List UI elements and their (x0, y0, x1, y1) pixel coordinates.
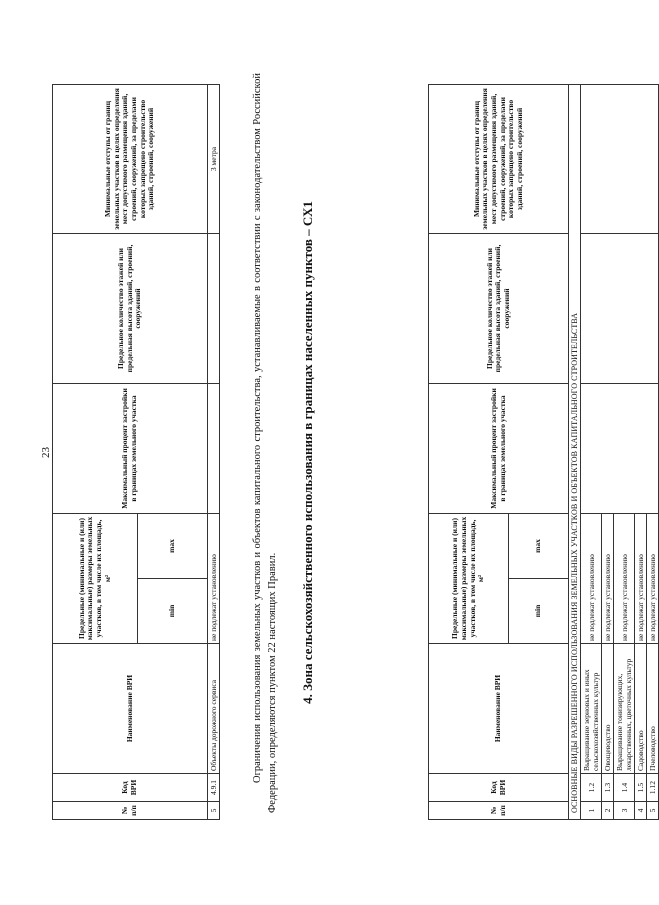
cell-setback: 3 метра (208, 84, 220, 233)
cell-area: не подлежат установлению (208, 513, 220, 643)
cell-code: 1.2 (581, 774, 602, 802)
table-row (581, 84, 602, 819)
cell-name: Овощеводство (602, 644, 614, 774)
cell-area: не подлежат установлению (614, 513, 635, 643)
header-code: Код ВРИ (53, 774, 208, 802)
cell-name: Выращивание тонизирующих, лекарственных, цветочных культур (614, 644, 635, 774)
header-area: Предельные (минимальные и (или) максимальные) размеры земельных участков, в том числе их площадь, м² (53, 513, 138, 643)
header-percent: Максимальный процент застройки в границах земельного участка (429, 383, 569, 513)
header-area: Предельные (минимальные и (или) максимальные) размеры земельных участков, в том числе их площадь, м² (429, 513, 509, 643)
header-setback: Минимальные отступы от границ земельных участков в целях определения мест допустимого размещения зданий, строений, сооружений, за пределами которых запрещено строительство зданий, строений, сооружений (429, 84, 569, 233)
header-max: max (138, 513, 208, 578)
header-floors: Предельное количество этажей или предельная высота зданий, строений, сооружений (429, 233, 569, 383)
cell-name: Пчеловодство (647, 644, 659, 774)
cell-code: 1.5 (635, 774, 647, 802)
header-code: Код ВРИ (429, 774, 569, 802)
cell-num: 5 (647, 802, 659, 820)
cell-floors (208, 233, 220, 383)
cell-code: 1.3 (602, 774, 614, 802)
cell-setback (581, 84, 659, 233)
table-zone-sx1 (428, 84, 659, 820)
cell-num: 1 (581, 802, 602, 820)
cell-name: Выращивание зерновых и иных сельскохозяйственных культур (581, 644, 602, 774)
cell-percent (208, 383, 220, 513)
table-row (208, 84, 220, 819)
header-min: min (138, 579, 208, 644)
page-number: 23 (40, 447, 52, 458)
header-name: Наименование ВРИ (53, 644, 208, 774)
cell-area: не подлежат установлению (647, 513, 659, 643)
cell-num: 2 (602, 802, 614, 820)
cell-code: 1.12 (647, 774, 659, 802)
cell-percent (581, 383, 659, 513)
cell-area: не подлежат установлению (602, 513, 614, 643)
header-num: № п/п (53, 802, 208, 820)
cell-floors (581, 233, 659, 383)
cell-num: 5 (208, 802, 220, 820)
cell-name: Объекты дорожного сервиса (208, 644, 220, 774)
cell-area: не подлежат установлению (581, 513, 602, 643)
table-zone-previous (52, 84, 220, 820)
cell-name: Садоводство (635, 644, 647, 774)
header-max: max (509, 513, 569, 578)
cell-code: 1.4 (614, 774, 635, 802)
header-floors: Предельное количество этажей или предельная высота зданий, строений, сооружений (53, 233, 208, 383)
header-num: № п/п (429, 802, 569, 820)
header-name: Наименование ВРИ (429, 644, 569, 774)
cell-num: 3 (614, 802, 635, 820)
zone-title: 4. Зона сельскохозяйственного использования в границах населенных пунктов – СХ1 (300, 201, 315, 704)
header-setback: Минимальные отступы от границ земельных участков в целях определения мест допустимого размещения зданий, строений, сооружений, за пределами которых запрещено строительство зданий, строений, сооружений (53, 84, 208, 233)
header-percent: Максимальный процент застройки в границах земельного участка (53, 383, 208, 513)
header-min: min (509, 579, 569, 644)
cell-num: 4 (635, 802, 647, 820)
restrictions-paragraph: Ограничения использования земельных участков и объектов капитального строительства, устанавливаемые в соответствии с законодательством Российской Федерации, определяются пунктом 22 настоящих Правил. (252, 73, 279, 813)
section-heading: ОСНОВНЫЕ ВИДЫ РАЗРЕШЕННОГО ИСПОЛЬЗОВАНИЯ ЗЕМЕЛЬНЫХ УЧАСТКОВ И ОБЪЕКТОВ КАПИТАЛЬНОГО СТРОИТЕЛЬСТВА (569, 84, 581, 819)
cell-code: 4.9.1 (208, 774, 220, 802)
cell-area: не подлежат установлению (635, 513, 647, 643)
